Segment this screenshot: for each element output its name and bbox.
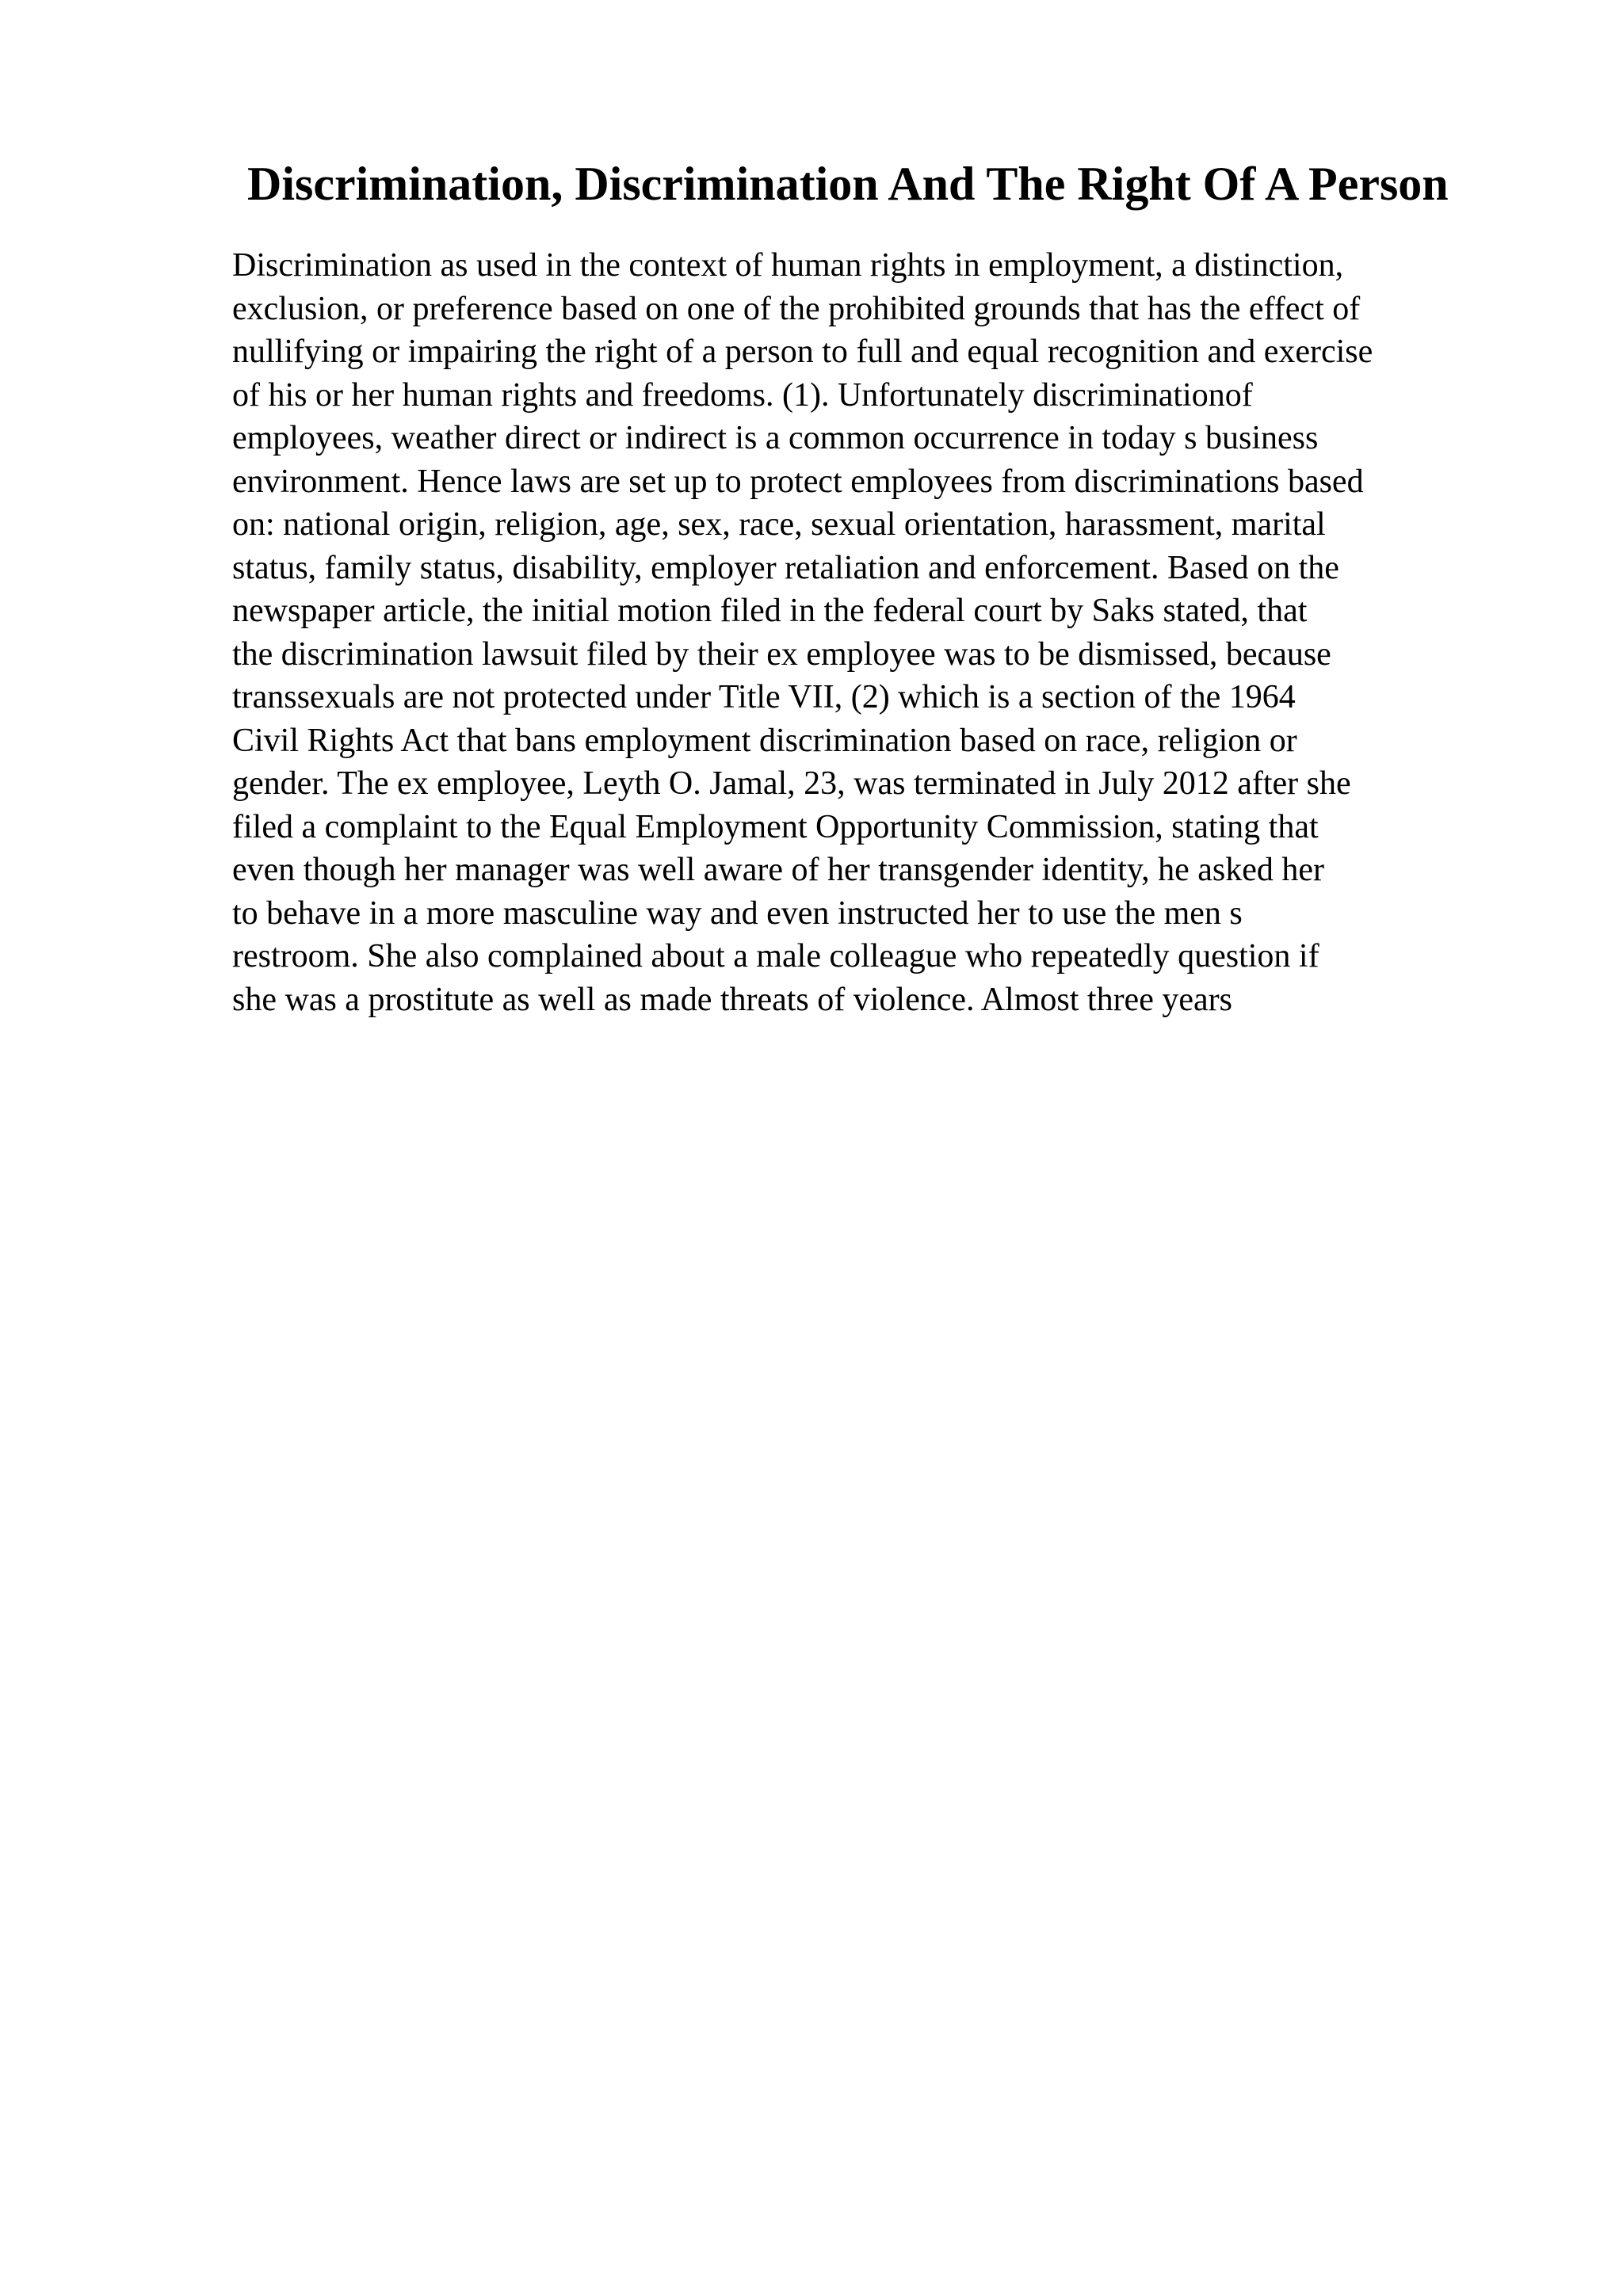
document-title: Discrimination, Discrimination And The Right Of A Person xyxy=(247,158,1449,210)
body-line: even though her manager was well aware of her transgender identity, he asked her xyxy=(232,852,1325,888)
document-body xyxy=(232,244,1532,1021)
body-line: exclusion, or preference based on one of the prohibited grounds that has the effect of xyxy=(232,290,1361,327)
body-line: she was a prostitute as well as made threats of violence. Almost three years xyxy=(232,981,1232,1018)
body-line: gender. The ex employee, Leyth O. Jamal, 23, was terminated in July 2012 after she xyxy=(232,765,1351,802)
body-line: environment. Hence laws are set up to protect employees from discriminations based xyxy=(232,463,1364,500)
body-line: on: national origin, religion, age, sex, race, sexual orientation, harassment, marital xyxy=(232,506,1326,543)
body-line: to behave in a more masculine way and even instructed her to use the men s xyxy=(232,894,1243,932)
body-line: restroom. She also complained about a male colleague who repeatedly question if xyxy=(232,938,1319,974)
body-line: filed a complaint to the Equal Employment Opportunity Commission, stating that xyxy=(232,808,1319,845)
body-line: transsexuals are not protected under Title VII, (2) which is a section of the 1964 xyxy=(232,679,1296,715)
body-line: Civil Rights Act that bans employment discrimination based on race, religion or xyxy=(232,722,1297,759)
body-line: employees, weather direct or indirect is a common occurrence in today s business xyxy=(232,420,1319,456)
body-line: Discrimination as used in the context of human rights in employment, a distinction, xyxy=(232,247,1344,284)
body-line: nullifying or impairing the right of a person to full and equal recognition and exercise xyxy=(232,334,1373,370)
body-line: of his or her human rights and freedoms. (1). Unfortunately discriminationof xyxy=(232,376,1253,414)
body-line: newspaper article, the initial motion filed in the federal court by Saks stated, that xyxy=(232,593,1308,629)
body-line: the discrimination lawsuit filed by their ex employee was to be dismissed, because xyxy=(232,635,1331,673)
body-line: status, family status, disability, employer retaliation and enforcement. Based on the xyxy=(232,549,1339,586)
